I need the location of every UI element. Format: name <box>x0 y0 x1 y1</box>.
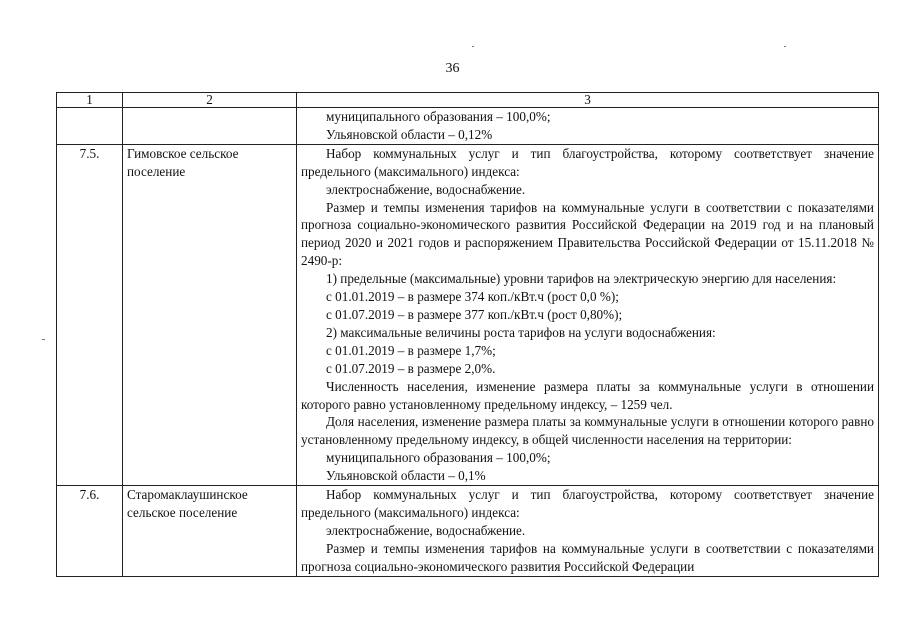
scan-speck <box>784 46 786 47</box>
paragraph: Размер и темпы изменения тарифов на коммунальные услуги в соответствии с показателями прогноза социально-экономического развития Российской Федерации <box>301 540 874 574</box>
continuation-name-cell <box>123 108 297 145</box>
column-header-2: 2 <box>123 93 297 108</box>
paragraph: Размер и темпы изменения тарифов на коммунальные услуги в соответствии с показателями прогноза социально-экономического развития Российской Федерации на 2019 год и на плановый период 2020 и 2021 годов и распоряжением Правительства Российской Федерации от 15.11.2018 № 2490-р: <box>301 199 874 269</box>
paragraph: с 01.01.2019 – в размере 1,7%; <box>326 342 496 358</box>
page-number: 36 <box>445 61 460 76</box>
paragraph: муниципального образования – 100,0%; <box>326 450 551 466</box>
paragraph: 2) максимальные величины роста тарифов на услуги водоснабжения: <box>326 324 716 340</box>
paragraph: электроснабжение, водоснабжение. <box>326 522 526 538</box>
paragraph: с 01.07.2019 – в размере 2,0%. <box>326 360 496 376</box>
column-header-1: 1 <box>57 93 123 108</box>
continuation-line: Ульяновской области – 0,12% <box>326 126 493 142</box>
table-row <box>57 486 879 577</box>
continuation-row <box>57 108 879 145</box>
paragraph: Набор коммунальных услуг и тип благоустройства, которому соответствует значение предельного (максимального) индекса: <box>301 145 874 179</box>
column-header-3: 3 <box>297 93 879 108</box>
row-number: 7.6. <box>57 486 123 577</box>
continuation-num-cell <box>57 108 123 145</box>
table-row <box>57 144 879 485</box>
paragraph: 1) предельные (максимальные) уровни тарифов на электрическую энергию для населения: <box>326 271 837 287</box>
paragraph: Ульяновской области – 0,1% <box>326 468 486 484</box>
tariff-table <box>56 92 879 577</box>
row-number: 7.5. <box>57 144 123 485</box>
paragraph: Доля населения, изменение размера платы за коммунальные услуги в отношении которого равно установленному предельному индексу, в общей численности населения на территории: <box>301 414 874 448</box>
paragraph: с 01.07.2019 – в размере 377 коп./кВт.ч (рост 0,80%); <box>326 306 623 322</box>
settlement-name: Старомаклаушинское сельское поселение <box>123 486 297 577</box>
settlement-name: Гимовское сельское поселение <box>123 144 297 485</box>
scan-speck <box>42 339 45 340</box>
row-text-cell <box>297 486 879 577</box>
row-text-cell <box>297 144 879 485</box>
paragraph: Набор коммунальных услуг и тип благоустройства, которому соответствует значение предельного (максимального) индекса: <box>301 487 874 520</box>
column-header-row <box>57 93 879 108</box>
paragraph: Численность населения, изменение размера платы за коммунальные услуги в отношении которого равно установленному предельному индексу, – 1259 чел. <box>301 378 874 412</box>
continuation-text-cell <box>297 108 879 145</box>
paragraph: электроснабжение, водоснабжение. <box>326 181 526 197</box>
paragraph: с 01.01.2019 – в размере 374 коп./кВт.ч (рост 0,0 %); <box>326 289 619 305</box>
continuation-line: муниципального образования – 100,0%; <box>326 109 551 124</box>
scan-speck <box>472 46 474 47</box>
